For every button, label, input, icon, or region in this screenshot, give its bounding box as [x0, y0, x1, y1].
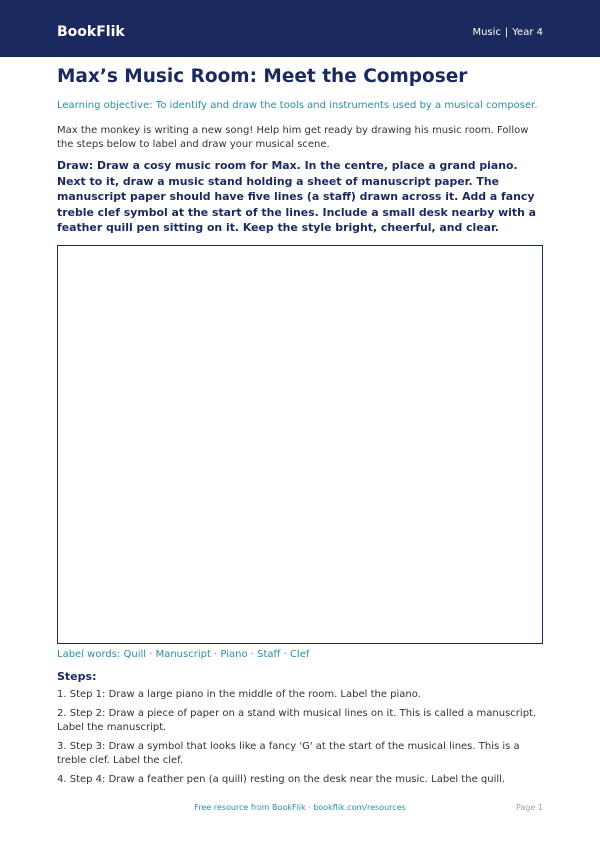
step-item: 3. Step 3: Draw a symbol that looks like a fancy 'G' at the start of the musical lines. This is a treble clef. Label the clef.: [57, 741, 520, 766]
page-title: Max’s Music Room: Meet the Composer: [57, 66, 468, 87]
brand-logo-text[interactable]: BookFlik: [57, 24, 125, 40]
year-label: Year 4: [512, 27, 543, 38]
subject-label: Music: [472, 27, 501, 38]
step-item: 2. Step 2: Draw a piece of paper on a stand with musical lines on it. This is called a manuscript. Label the manuscript.: [57, 708, 537, 733]
page-number: Page 1: [516, 803, 543, 812]
label-words: Label words: Quill · Manuscript · Piano · Staff · Clef: [57, 649, 310, 660]
subject-separator: |: [504, 27, 509, 38]
step-item: 4. Step 4: Draw a feather pen (a quill) resting on the desk near the music. Label the quill.: [57, 774, 506, 785]
step-item: 1. Step 1: Draw a large piano in the middle of the room. Label the piano.: [57, 689, 421, 700]
footer-resource-link[interactable]: Free resource from BookFlik · bookflik.com/resources: [194, 803, 406, 812]
subject-year-label: [472, 25, 543, 41]
steps-list: [57, 688, 547, 792]
drawing-area[interactable]: [57, 245, 543, 644]
learning-objective: Learning objective: To identify and draw the tools and instruments used by a musical composer.: [57, 100, 538, 111]
intro-paragraph: Max the monkey is writing a new song! Help him get ready by drawing his music room. Follow the steps below to label and draw your musical scene.: [57, 125, 529, 150]
draw-instructions: Draw: Draw a cosy music room for Max. In the centre, place a grand piano. Next to it, draw a music stand holding a sheet of manuscript paper. The manuscript paper should have five lines (a staff) drawn across it. Add a fancy treble clef symbol at the start of the lines. Include a small desk nearby with a feather quill pen sitting on it. Keep the style bright, cheerful, and clear.: [57, 159, 536, 234]
header-bar: [0, 0, 600, 57]
steps-heading: Steps:: [57, 670, 97, 683]
